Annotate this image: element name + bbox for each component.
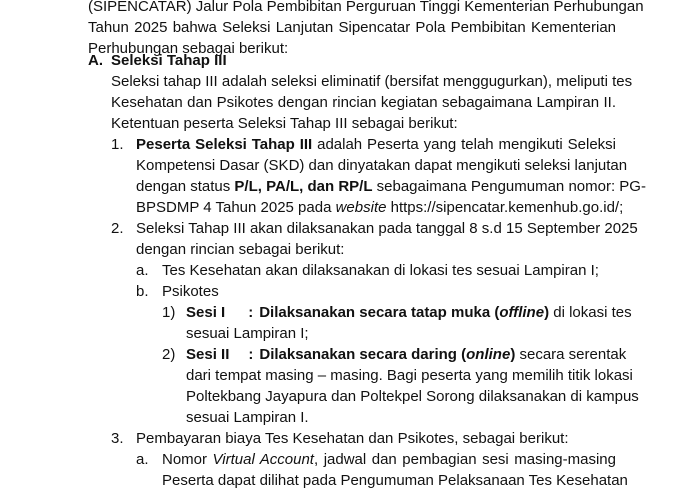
item-1-line-2: Kompetensi Dasar (SKD) dan dinyatakan dapat mengikuti seleksi lanjutan — [136, 157, 628, 174]
intro-line-2: Tahun 2025 bahwa Seleksi Lanjutan Sipencatar Pola Pembibitan Kementerian — [88, 19, 616, 36]
sesi-1-label: Sesi I — [186, 304, 226, 321]
item-2-line-2: dengan rincian sebagai berikut: — [136, 241, 345, 258]
sesi-2-bold-close: ) — [510, 346, 516, 363]
sesi-1-mode: offline — [499, 304, 545, 321]
intro-line-3: Perhubungan sebagai berikut: — [88, 40, 289, 57]
sesi-2-line-3: Poltekbang Jayapura dan Poltekpel Sorong dilaksanakan di kampus — [186, 388, 639, 405]
item-1-line-4-pre: BPSDMP 4 Tahun 2025 pada — [136, 199, 336, 216]
sesi-1-bold-close: ) — [544, 304, 550, 321]
sesi-2-line-1 — [186, 344, 626, 365]
item-2b-text: Psikotes — [162, 283, 219, 300]
item-3a-marker: a. — [136, 451, 149, 468]
item-1-line-3-post: sebagaimana Pengumuman nomor: PG- — [372, 178, 646, 195]
item-3a-line-1 — [162, 449, 616, 470]
sesi-1-marker: 1) — [162, 304, 176, 321]
item-2-line-1: Seleksi Tahap III akan dilaksanakan pada tanggal 8 s.d 15 September 2025 — [136, 220, 638, 237]
section-a-para-line-3: Ketentuan peserta Seleksi Tahap III sebagai berikut: — [111, 115, 458, 132]
item-1-line-3 — [136, 176, 646, 197]
sesi-2-label: Sesi II — [186, 346, 230, 363]
intro-line-1: (SIPENCATAR) Jalur Pola Pembibitan Perguruan Tinggi Kementerian Perhubungan — [88, 0, 644, 15]
item-2a-text: Tes Kesehatan akan dilaksanakan di lokasi tes sesuai Lampiran I; — [162, 262, 599, 279]
item-1-status-codes: P/L, PA/L, dan RP/L — [234, 178, 373, 195]
sesi-2-line-4: sesuai Lampiran I. — [186, 409, 309, 426]
section-a-title: Seleksi Tahap III — [111, 52, 227, 69]
sesi-2-bold-text: Dilaksanakan secara daring ( — [259, 346, 467, 363]
item-3a-virtual-account: Virtual Account — [212, 451, 314, 468]
item-3-marker: 3. — [111, 430, 124, 447]
item-1-line-1-rest: adalah Peserta yang telah mengikuti Seleksi — [312, 136, 616, 153]
item-3a-post: , jadwal dan pembagian sesi masing-masing — [313, 451, 616, 468]
item-1-bold-lead: Peserta Seleksi Tahap III — [136, 136, 313, 153]
item-1-line-4 — [136, 197, 623, 218]
item-3-line-1: Pembayaran biaya Tes Kesehatan dan Psikotes, sebagai berikut: — [136, 430, 569, 447]
sesi-1-line-1 — [186, 302, 632, 323]
sesi-2-colon: : — [248, 346, 254, 363]
item-1-marker: 1. — [111, 136, 124, 153]
sesi-1-bold-text: Dilaksanakan secara tatap muka ( — [259, 304, 500, 321]
item-1-url: https://sipencatar.kemenhub.go.id/; — [386, 199, 624, 216]
section-a-para-line-2: Kesehatan dan Psikotes dengan rincian kegiatan sebagaimana Lampiran II. — [111, 94, 616, 111]
sesi-1-line-2: sesuai Lampiran I; — [186, 325, 309, 342]
item-2b-marker: b. — [136, 283, 149, 300]
sesi-1-rest: di lokasi tes — [549, 304, 632, 321]
section-a-para-line-1: Seleksi tahap III adalah seleksi eliminatif (bersifat menggugurkan), meliputi tes — [111, 73, 633, 90]
sesi-1-colon: : — [248, 304, 254, 321]
item-1-line-1 — [136, 134, 616, 155]
item-1-website-word: website — [335, 199, 387, 216]
item-3a-line-2: Peserta dapat dilihat pada Pengumuman Pelaksanaan Tes Kesehatan — [162, 472, 628, 489]
section-a-marker: A. — [88, 52, 103, 69]
item-1-line-3-pre: dengan status — [136, 178, 235, 195]
item-2-marker: 2. — [111, 220, 124, 237]
item-2a-marker: a. — [136, 262, 149, 279]
item-3a-pre: Nomor — [162, 451, 213, 468]
sesi-2-marker: 2) — [162, 346, 176, 363]
sesi-2-mode: online — [466, 346, 511, 363]
sesi-2-rest: secara serentak — [515, 346, 627, 363]
sesi-2-line-2: dari tempat masing – masing. Bagi peserta yang memilih titik lokasi — [186, 367, 633, 384]
